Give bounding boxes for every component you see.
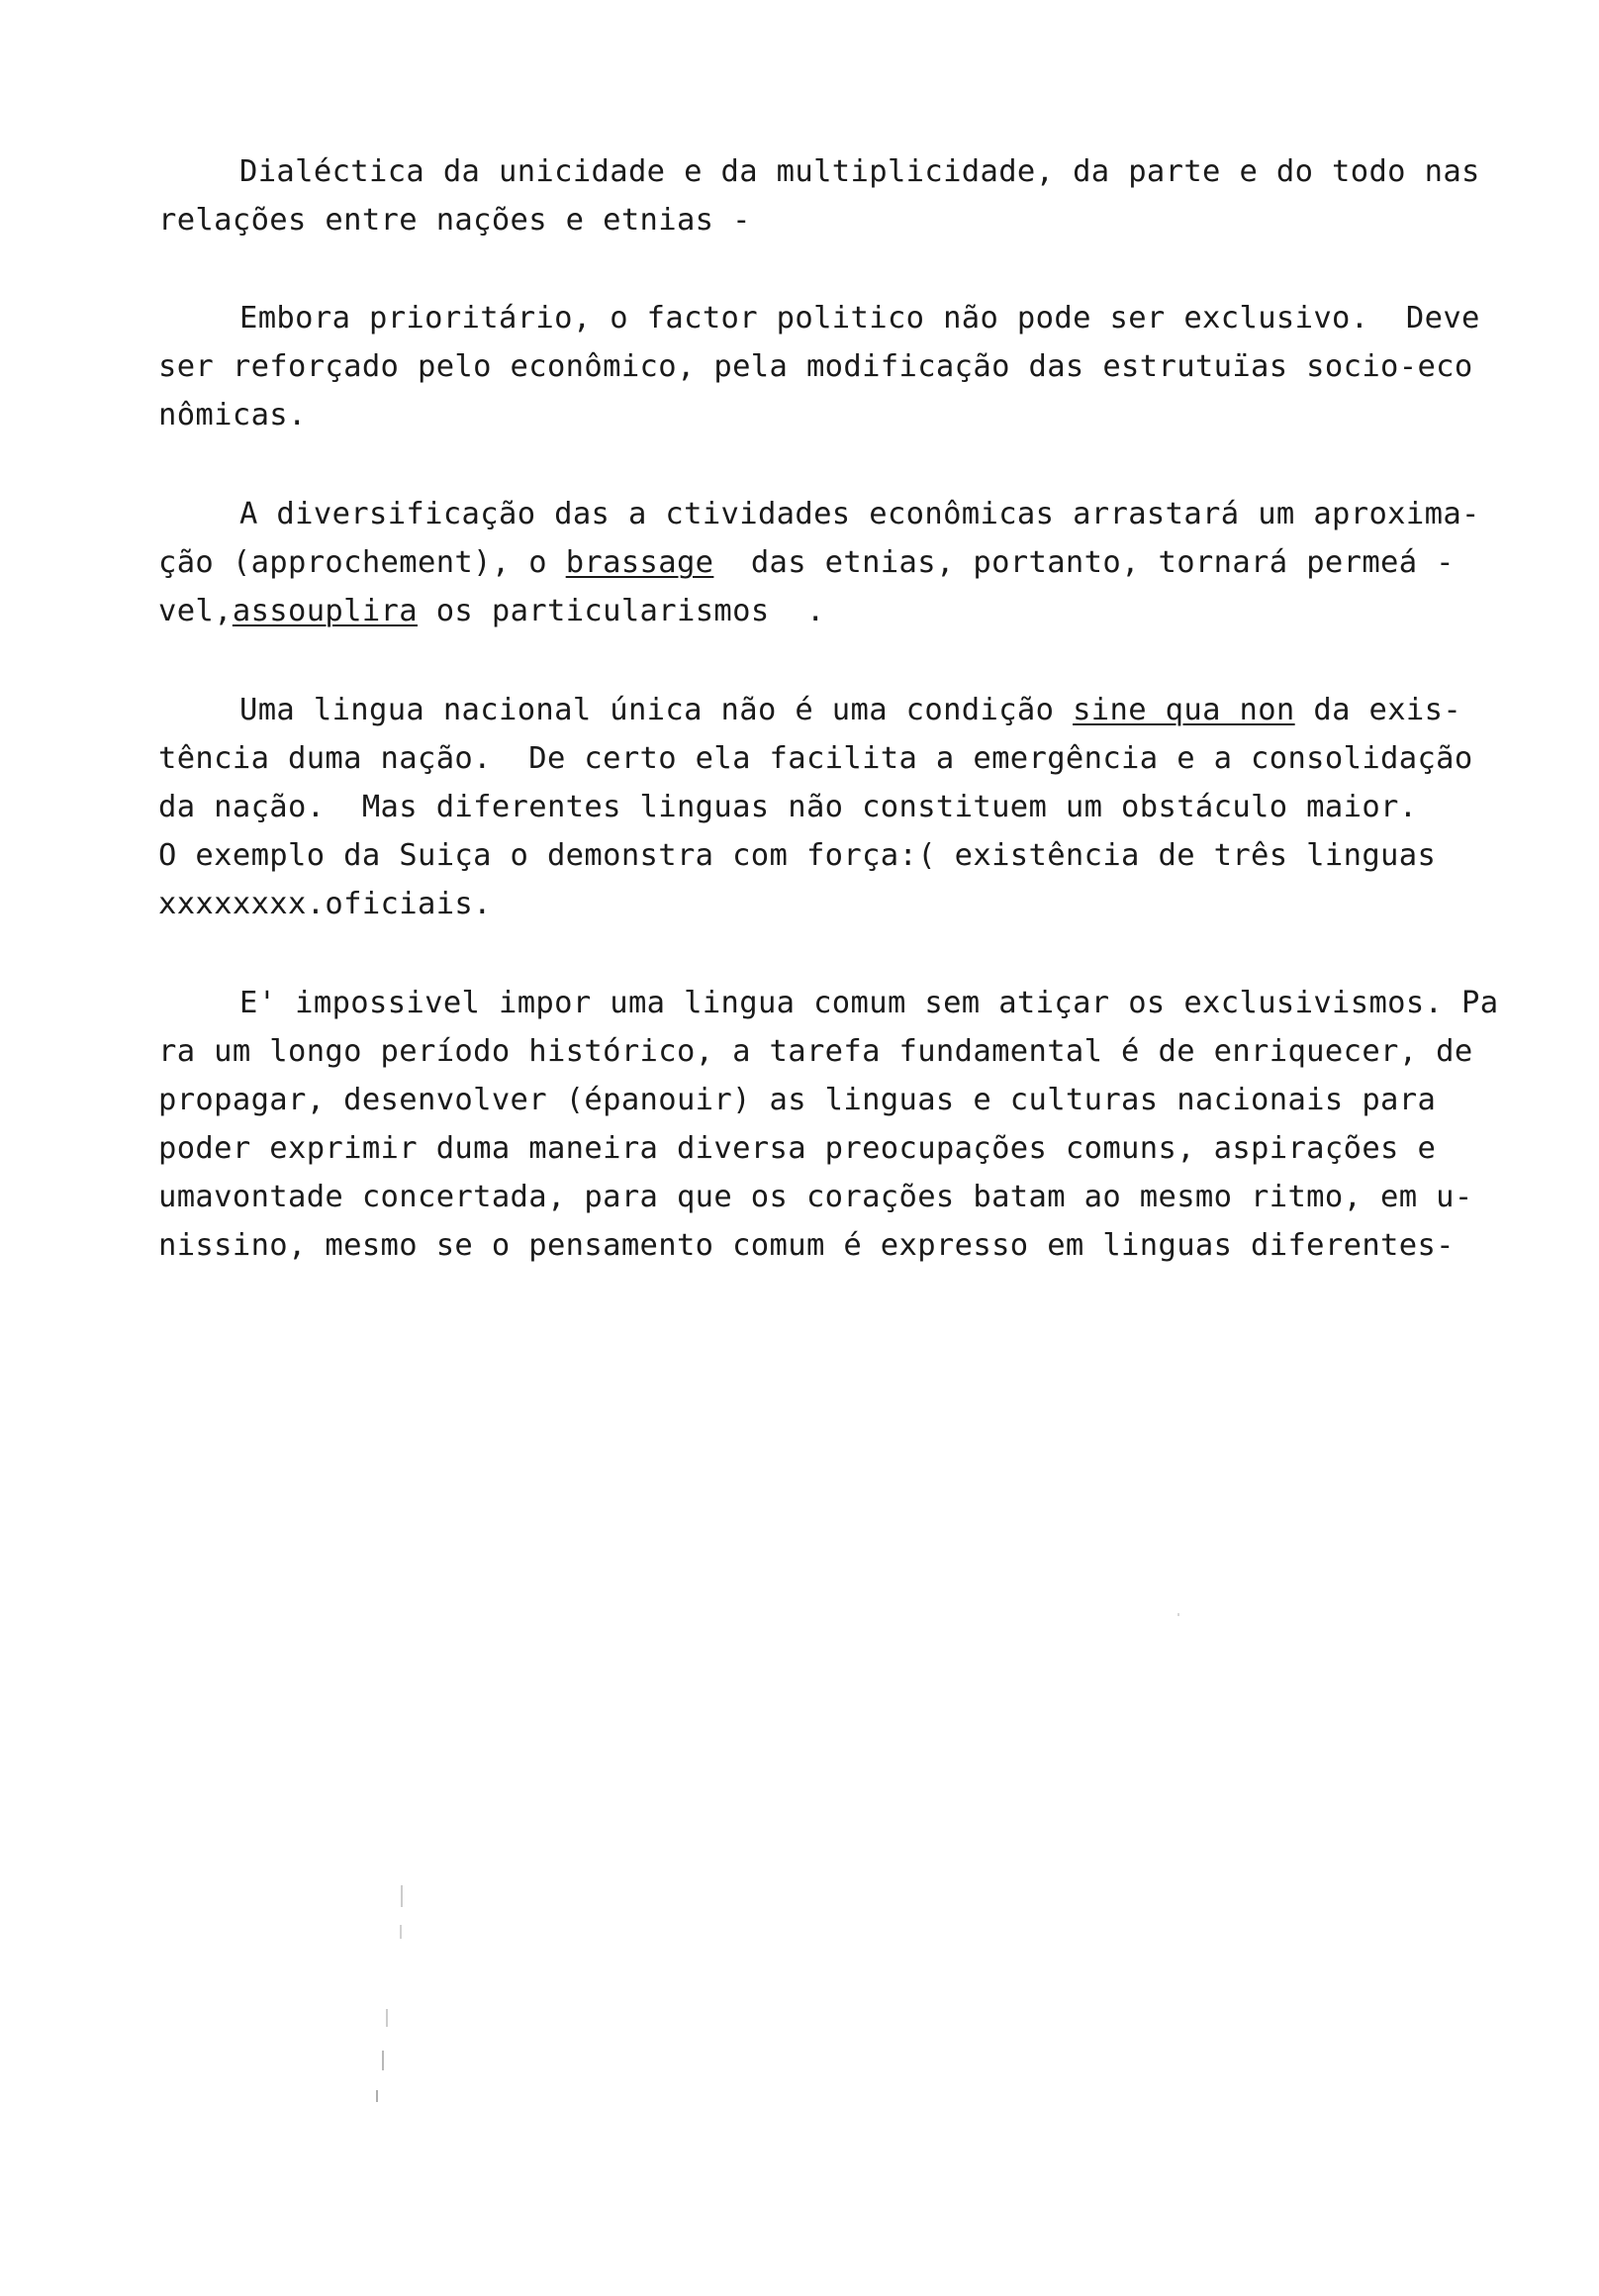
scan-mark	[401, 1885, 403, 1907]
paragraph-5-line-3: propagar, desenvolver (épanouir) as linguas e culturas nacionais para	[158, 1083, 1437, 1117]
paragraph-3-line-1: A diversificação das a ctividades econômicas arrastará um aproxima-	[239, 497, 1480, 531]
paragraph-3-line-2: ção (approchement), o brassage das etnias, portanto, tornará permeá -	[158, 545, 1455, 580]
paragraph-5-line-6: nissino, mesmo se o pensamento comum é expresso em linguas diferentes-	[158, 1228, 1455, 1263]
paragraph-2-line-3: nômicas.	[158, 398, 307, 432]
paragraph-1-line-2: relações entre nações e etnias -	[158, 203, 751, 238]
paragraph-5-line-1: E' impossivel impor uma lingua comum sem atiçar os exclusivismos. Pa	[239, 986, 1499, 1020]
scan-mark	[386, 2009, 388, 2027]
paragraph-4-line-3: da nação. Mas diferentes linguas não constituem um obstáculo maior.	[158, 790, 1418, 824]
paragraph-4-line-5: xxxxxxxx.oficiais.	[158, 887, 492, 921]
paragraph-2-line-1: Embora prioritário, o factor politico não pode ser exclusivo. Deve	[239, 301, 1480, 335]
underlined-term-brassage: brassage	[565, 545, 714, 580]
scan-mark	[400, 1925, 402, 1939]
paragraph-5-line-2: ra um longo período histórico, a tarefa fundamental é de enriquecer, de	[158, 1034, 1473, 1069]
scan-mark	[382, 2051, 384, 2070]
paragraph-5-line-4: poder exprimir duma maneira diversa preocupações comuns, aspirações e	[158, 1131, 1437, 1166]
scan-mark	[1177, 1613, 1179, 1616]
paragraph-3-line-3: vel,assouplira os particularismos .	[158, 594, 825, 628]
paragraph-4-line-4: O exemplo da Suiça o demonstra com força:( existência de três linguas	[158, 838, 1437, 873]
underlined-term-sine-qua-non: sine qua non	[1073, 693, 1295, 727]
paragraph-2-line-2: ser reforçado pelo econômico, pela modificação das estrutuïas socio-eco	[158, 349, 1473, 384]
paragraph-4-line-2: tência duma nação. De certo ela facilita a emergência e a consolidação	[158, 741, 1473, 776]
underlined-term-assouplira: assouplira	[232, 594, 418, 628]
paragraph-4-line-1: Uma lingua nacional única não é uma condição sine qua non da exis-	[239, 693, 1462, 727]
paragraph-1-line-1: Dialéctica da unicidade e da multiplicidade, da parte e do todo nas	[239, 154, 1480, 189]
paragraph-5-line-5: umavontade concertada, para que os corações batam ao mesmo ritmo, em u-	[158, 1180, 1473, 1214]
scan-mark	[376, 2090, 378, 2102]
